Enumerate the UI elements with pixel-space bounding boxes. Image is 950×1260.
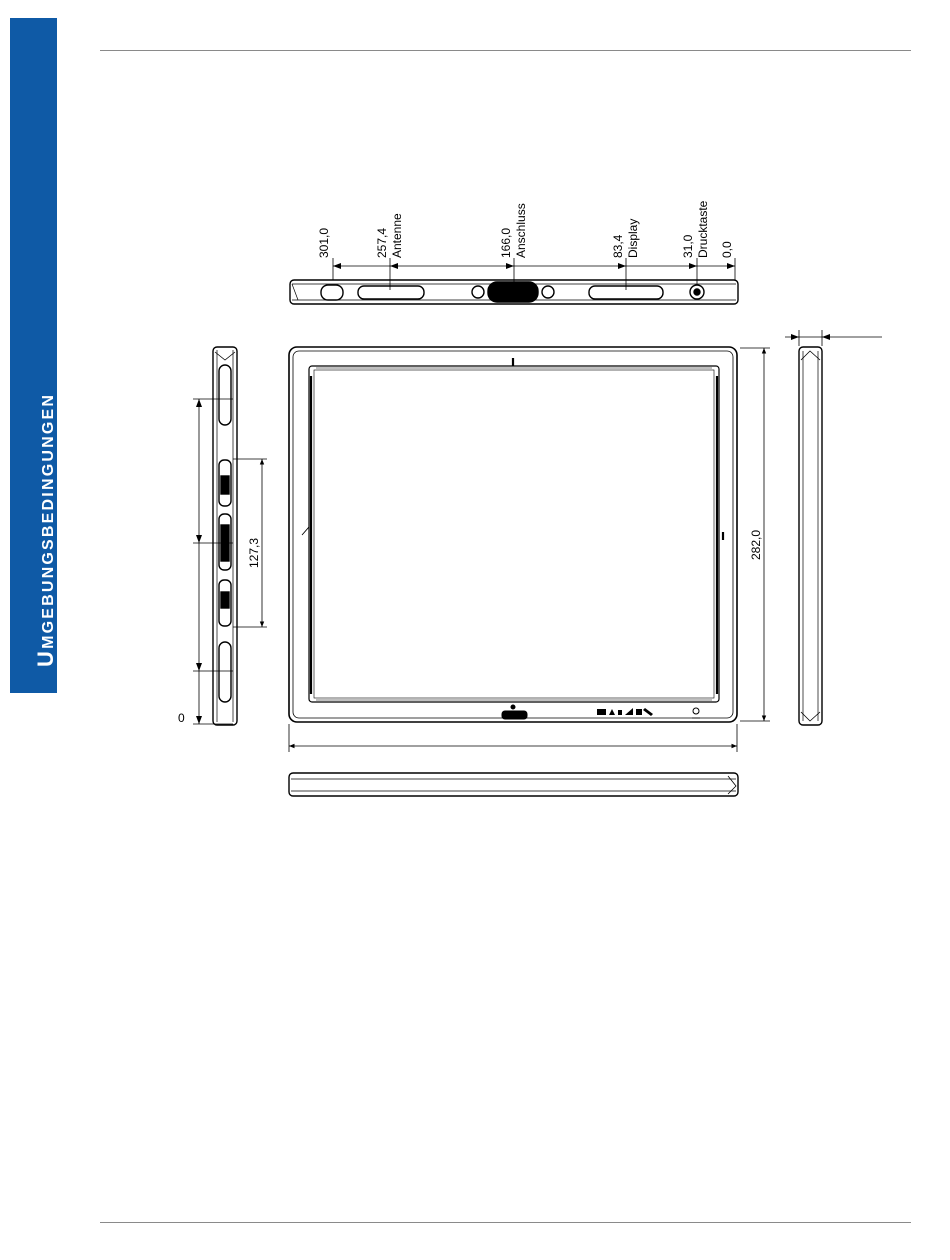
thickness-dimension	[785, 330, 882, 346]
dim-left-origin: 0	[178, 711, 185, 725]
bottom-edge-view	[289, 773, 738, 796]
top-edge-view	[290, 280, 738, 304]
right-edge-view	[799, 347, 822, 725]
dim-top-value-1: 301,0	[317, 227, 331, 258]
dim-top-label-4: Display	[626, 218, 640, 258]
left-edge-view	[213, 347, 237, 725]
dim-right-height: 282,0	[749, 529, 763, 560]
dim-top-value-5: 31,0	[681, 234, 695, 258]
section-title-rest: MGEBUNGSBEDINGUNGEN	[40, 392, 57, 649]
dim-top-value-6: 0,0	[720, 241, 734, 258]
dim-top-value-2: 257,4	[375, 227, 389, 258]
dim-top-value-4: 83,4	[611, 234, 625, 258]
section-title-initial: U	[33, 648, 58, 667]
dim-top-value-3: 166,0	[499, 227, 513, 258]
status-icons	[597, 708, 653, 716]
dim-top-label-3: Anschluss	[514, 203, 528, 258]
bottom-dimension	[289, 724, 737, 752]
dim-left-span: 127,3	[247, 537, 261, 568]
dim-top-label-5: Drucktaste	[696, 200, 710, 258]
front-view	[289, 347, 737, 722]
dim-top-label-2: Antenne	[390, 213, 404, 258]
